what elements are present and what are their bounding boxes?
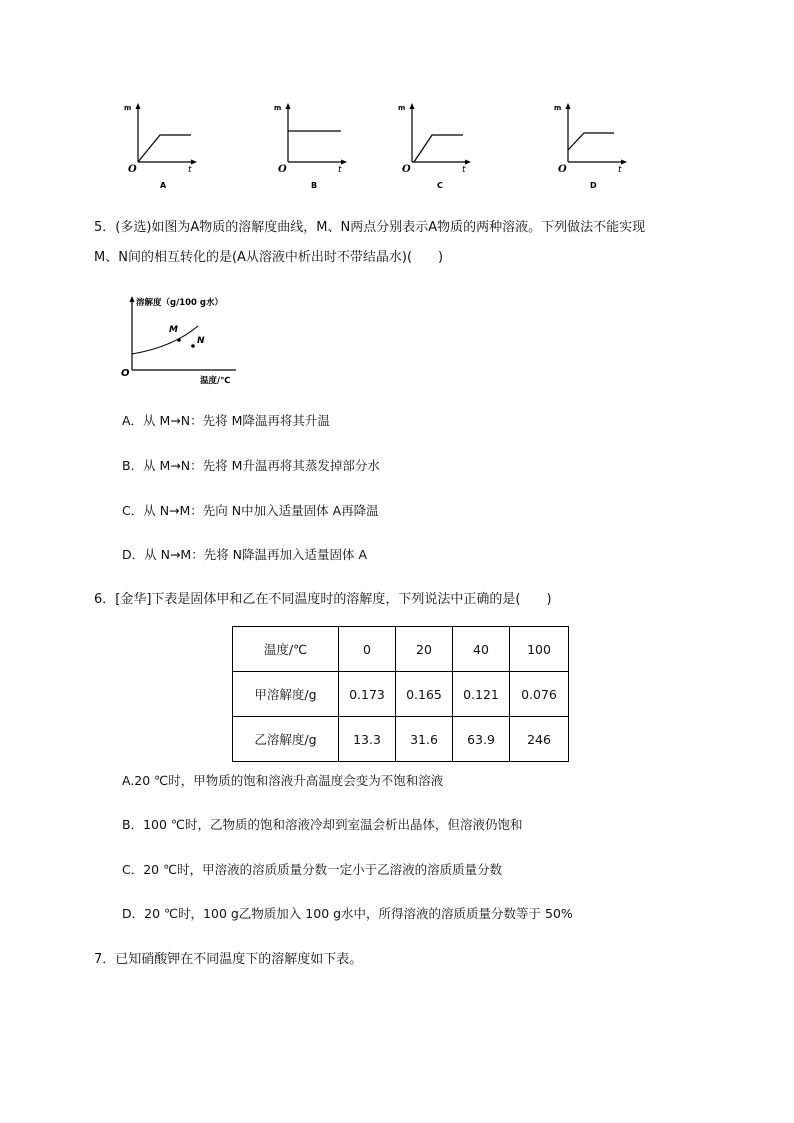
table-cell: 0.165 <box>396 672 453 717</box>
figure-d-y-label: m <box>554 104 562 112</box>
q6-stem: 6．[金华]下表是固体甲和乙在不同温度时的溶解度，下列说法中正确的是( ) <box>94 592 552 607</box>
figure-d-letter: D <box>590 181 597 190</box>
point-m-label: M <box>169 325 178 335</box>
table-cell: 0.076 <box>510 672 569 717</box>
q6-option-b: B．100 ℃时，乙物质的饱和溶液冷却到室温会析出晶体，但溶液仍饱和 <box>122 817 523 832</box>
figure-c-y-label: m <box>398 104 406 112</box>
table-row <box>233 672 569 717</box>
figure-c-x-label: t <box>462 165 466 175</box>
solubility-table <box>232 626 569 762</box>
point-n-label: N <box>197 336 205 346</box>
figure-a-origin: O <box>128 164 137 175</box>
table-row <box>233 627 569 672</box>
table-cell: 13.3 <box>339 717 396 762</box>
table-header-cell: 100 <box>510 627 569 672</box>
solubility-curve-figure <box>118 292 258 387</box>
figure-b-letter: B <box>311 181 318 190</box>
table-header-cell: 0 <box>339 627 396 672</box>
table-cell: 0.121 <box>453 672 510 717</box>
q5-option-c: C．从 N→M：先向 N中加入适量固体 A再降温 <box>122 503 379 518</box>
q5-stem-line2: M、N间的相互转化的是(A从溶液中析出时不带结晶水)( ) <box>94 250 444 265</box>
q6-option-c: C．20 ℃时，甲溶液的溶质质量分数一定小于乙溶液的溶质质量分数 <box>122 862 503 877</box>
figure-b-x-label: t <box>338 165 342 175</box>
table-cell: 甲溶解度/g <box>233 672 339 717</box>
figure-c <box>392 100 472 190</box>
figure-b-y-label: m <box>274 104 282 112</box>
solubility-x-label: 温度/℃ <box>200 376 231 386</box>
table-cell: 31.6 <box>396 717 453 762</box>
solubility-y-label: 溶解度（g/100 g水） <box>136 298 223 308</box>
q5-option-a: A．从 M→N：先将 M降温再将其升温 <box>122 413 330 428</box>
solubility-origin: O <box>121 368 130 379</box>
figure-a-x-label: t <box>188 165 192 175</box>
figure-d <box>548 100 628 190</box>
figure-a-letter: A <box>160 181 167 190</box>
table-cell: 246 <box>510 717 569 762</box>
figure-b-origin: O <box>278 164 287 175</box>
q6-option-d: D．20 ℃时，100 g乙物质加入 100 g水中，所得溶液的溶质质量分数等于 50% <box>122 906 573 921</box>
figure-d-origin: O <box>558 164 567 175</box>
figure-c-origin: O <box>402 164 411 175</box>
table-row <box>233 717 569 762</box>
figure-a-y-label: m <box>124 104 132 112</box>
table-cell: 63.9 <box>453 717 510 762</box>
q6-option-a: A.20 ℃时，甲物质的饱和溶液升高温度会变为不饱和溶液 <box>122 773 444 788</box>
figure-c-letter: C <box>437 181 443 190</box>
table-header-cell: 温度/℃ <box>233 627 339 672</box>
q7-stem: 7．已知硝酸钾在不同温度下的溶解度如下表。 <box>94 952 363 967</box>
table-header-cell: 20 <box>396 627 453 672</box>
q5-option-b: B．从 M→N：先将 M升温再将其蒸发掉部分水 <box>122 458 380 473</box>
q5-stem-line1: 5．(多选)如图为A物质的溶解度曲线，M、N两点分别表示A物质的两种溶液。下列做法不能实现 <box>94 220 646 235</box>
q5-option-d: D．从 N→M：先将 N降温再加入适量固体 A <box>122 547 368 562</box>
figure-a <box>118 100 198 190</box>
figure-d-x-label: t <box>618 165 622 175</box>
table-cell: 0.173 <box>339 672 396 717</box>
table-header-cell: 40 <box>453 627 510 672</box>
figure-b <box>268 100 348 190</box>
table-cell: 乙溶解度/g <box>233 717 339 762</box>
